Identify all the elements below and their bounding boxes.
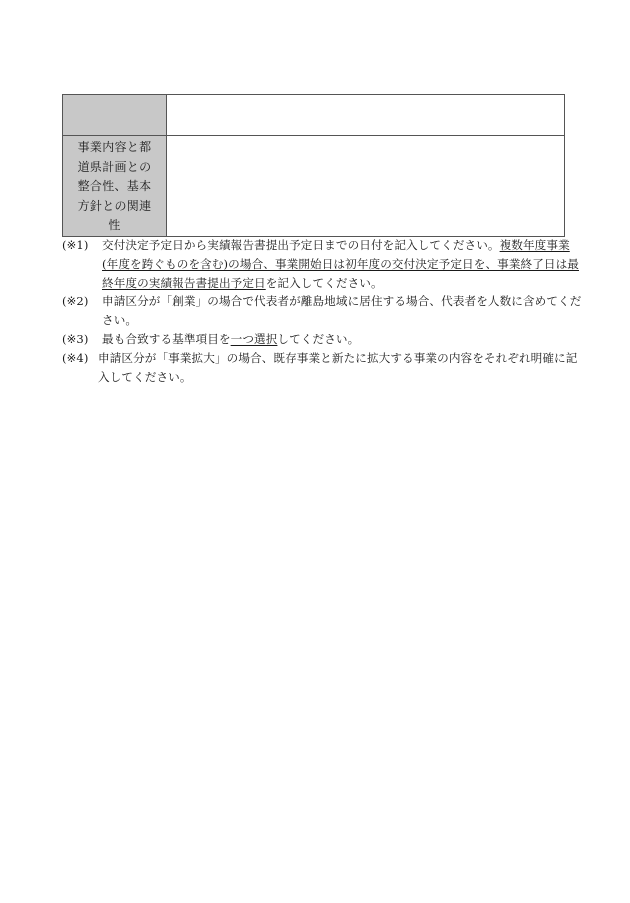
note-text: を記入してください。 [265,275,383,290]
table-value-cell [167,95,565,136]
table-label-cell [63,95,167,136]
note-text: 申請区分が「事業拡大」の場合、既存事業と新たに拡大する事業の内容をそれぞれ明確に記入してください。 [98,350,578,384]
note-text: 最も合致する基準項目を [102,331,231,346]
form-table [62,94,565,237]
note-text: 申請区分が「創業」の場合で代表者が離島地域に居住する場合、代表者を人数に含めてください。 [102,294,582,328]
table-label-cell [63,136,167,237]
note-underlined-text: 一つ選択 [230,331,278,346]
note-mark: (※2) [62,294,89,309]
table-row [63,95,565,136]
note-text: してください。 [277,331,360,346]
note-mark: (※4) [62,350,89,365]
note-2 [62,292,582,330]
note-mark: (※1) [62,238,89,252]
note-4 [62,349,582,387]
note-text: 交付決定予定日から実績報告書提出予定日までの日付を記入してください。 [102,238,500,252]
note-underlined-text: 複数年度事業(年度を跨ぐものを含む)の場合、事業開始日は初年度の交付決定予定日を、事業終了日は最終年度の実績報告書提出予定日 [102,238,579,290]
table-row [63,136,565,237]
note-3 [62,330,582,349]
note-1 [62,236,582,292]
table-label-text: 事業内容と都 道県計画との 整合性、基本 方針との関連 性 [77,140,152,232]
notes-section [62,236,582,386]
table-value-cell [167,136,565,237]
note-mark: (※3) [62,331,89,346]
table-label-text [63,95,166,97]
